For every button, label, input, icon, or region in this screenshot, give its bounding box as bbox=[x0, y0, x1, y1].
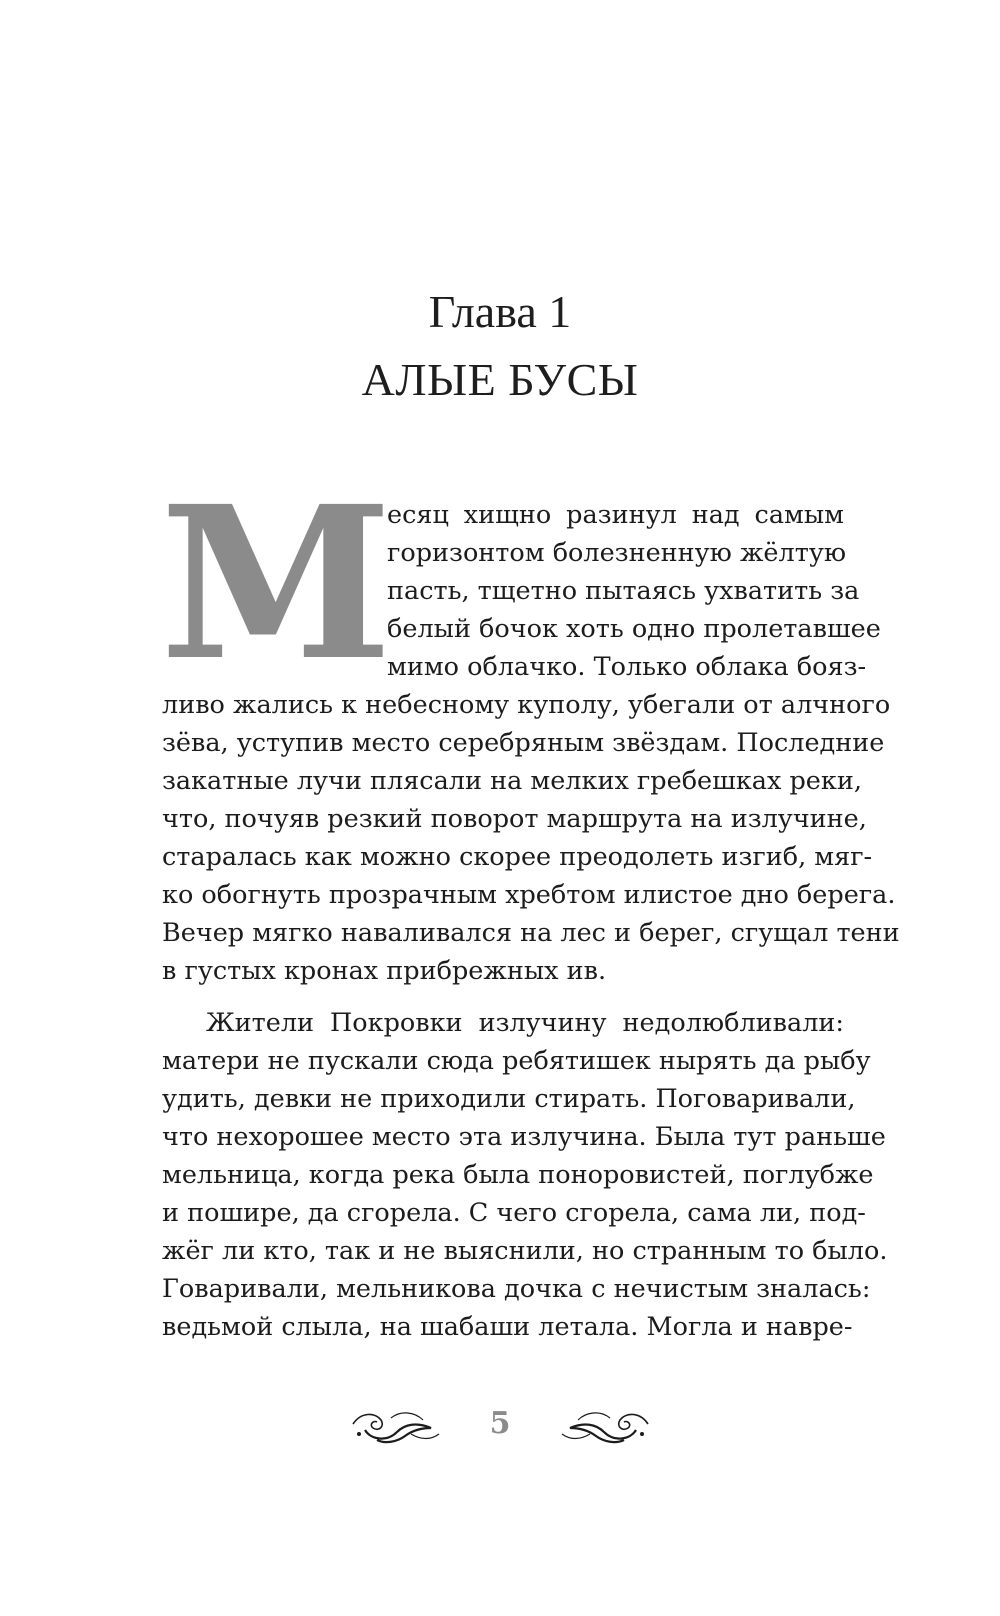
text-line: в густых кронах прибрежных ив. bbox=[162, 956, 607, 986]
text-line: зёва, уступив место серебряным звёздам. Последние bbox=[162, 728, 885, 758]
text-line: что, почуяв резкий поворот маршрута на излучине, bbox=[162, 804, 867, 834]
text-line: матери не пускали сюда ребятишек нырять да рыбу bbox=[162, 1046, 871, 1076]
text-line: ливо жались к небесному куполу, убегали от алчного bbox=[162, 690, 891, 720]
text-line: Говаривали, мельникова дочка с нечистым зналась: bbox=[162, 1274, 871, 1304]
text-line: ведьмой слыла, на шабаши летала. Могла и навре- bbox=[162, 1312, 853, 1342]
text-line: старалась как можно скорее преодолеть изгиб, мяг- bbox=[162, 842, 873, 872]
flourish-right-icon bbox=[560, 1406, 650, 1446]
text-line: есяц хищно разинул над самым bbox=[387, 500, 844, 530]
page-footer bbox=[0, 1396, 1000, 1456]
text-line: что нехорошее место эта излучина. Была тут раньше bbox=[162, 1122, 886, 1152]
text-line: мельница, когда река была поноровистей, поглубже bbox=[162, 1160, 874, 1190]
text-line: белый бочок хоть одно пролетавшее bbox=[387, 614, 881, 644]
text-line: горизонтом болезненную жёлтую bbox=[387, 538, 847, 568]
text-line: Вечер мягко наваливался на лес и берег, сгущал тени bbox=[162, 918, 900, 948]
text-line: Жители Покровки излучину недолюбливали: bbox=[206, 1008, 844, 1038]
drop-cap: М bbox=[160, 460, 393, 707]
text-line: и пошире, да сгорела. С чего сгорела, сама ли, под- bbox=[162, 1198, 866, 1228]
page-number: 5 bbox=[489, 1406, 511, 1441]
text-line: мимо облачко. Только облака бояз- bbox=[387, 652, 867, 682]
text-line: ко обогнуть прозрачным хребтом илистое дно берега. bbox=[162, 880, 896, 910]
flourish-left-icon bbox=[351, 1406, 441, 1446]
chapter-label: Глава 1 bbox=[428, 286, 572, 337]
text-line: жёг ли кто, так и не выяснили, но странным то было. bbox=[162, 1236, 888, 1266]
text-line: удить, девки не приходили стирать. Поговаривали, bbox=[162, 1084, 856, 1114]
text-line: закатные лучи плясали на мелких гребешках реки, bbox=[162, 766, 862, 796]
chapter-title: АЛЫЕ БУСЫ bbox=[361, 354, 639, 405]
text-line: пасть, тщетно пытаясь ухватить за bbox=[387, 576, 860, 606]
